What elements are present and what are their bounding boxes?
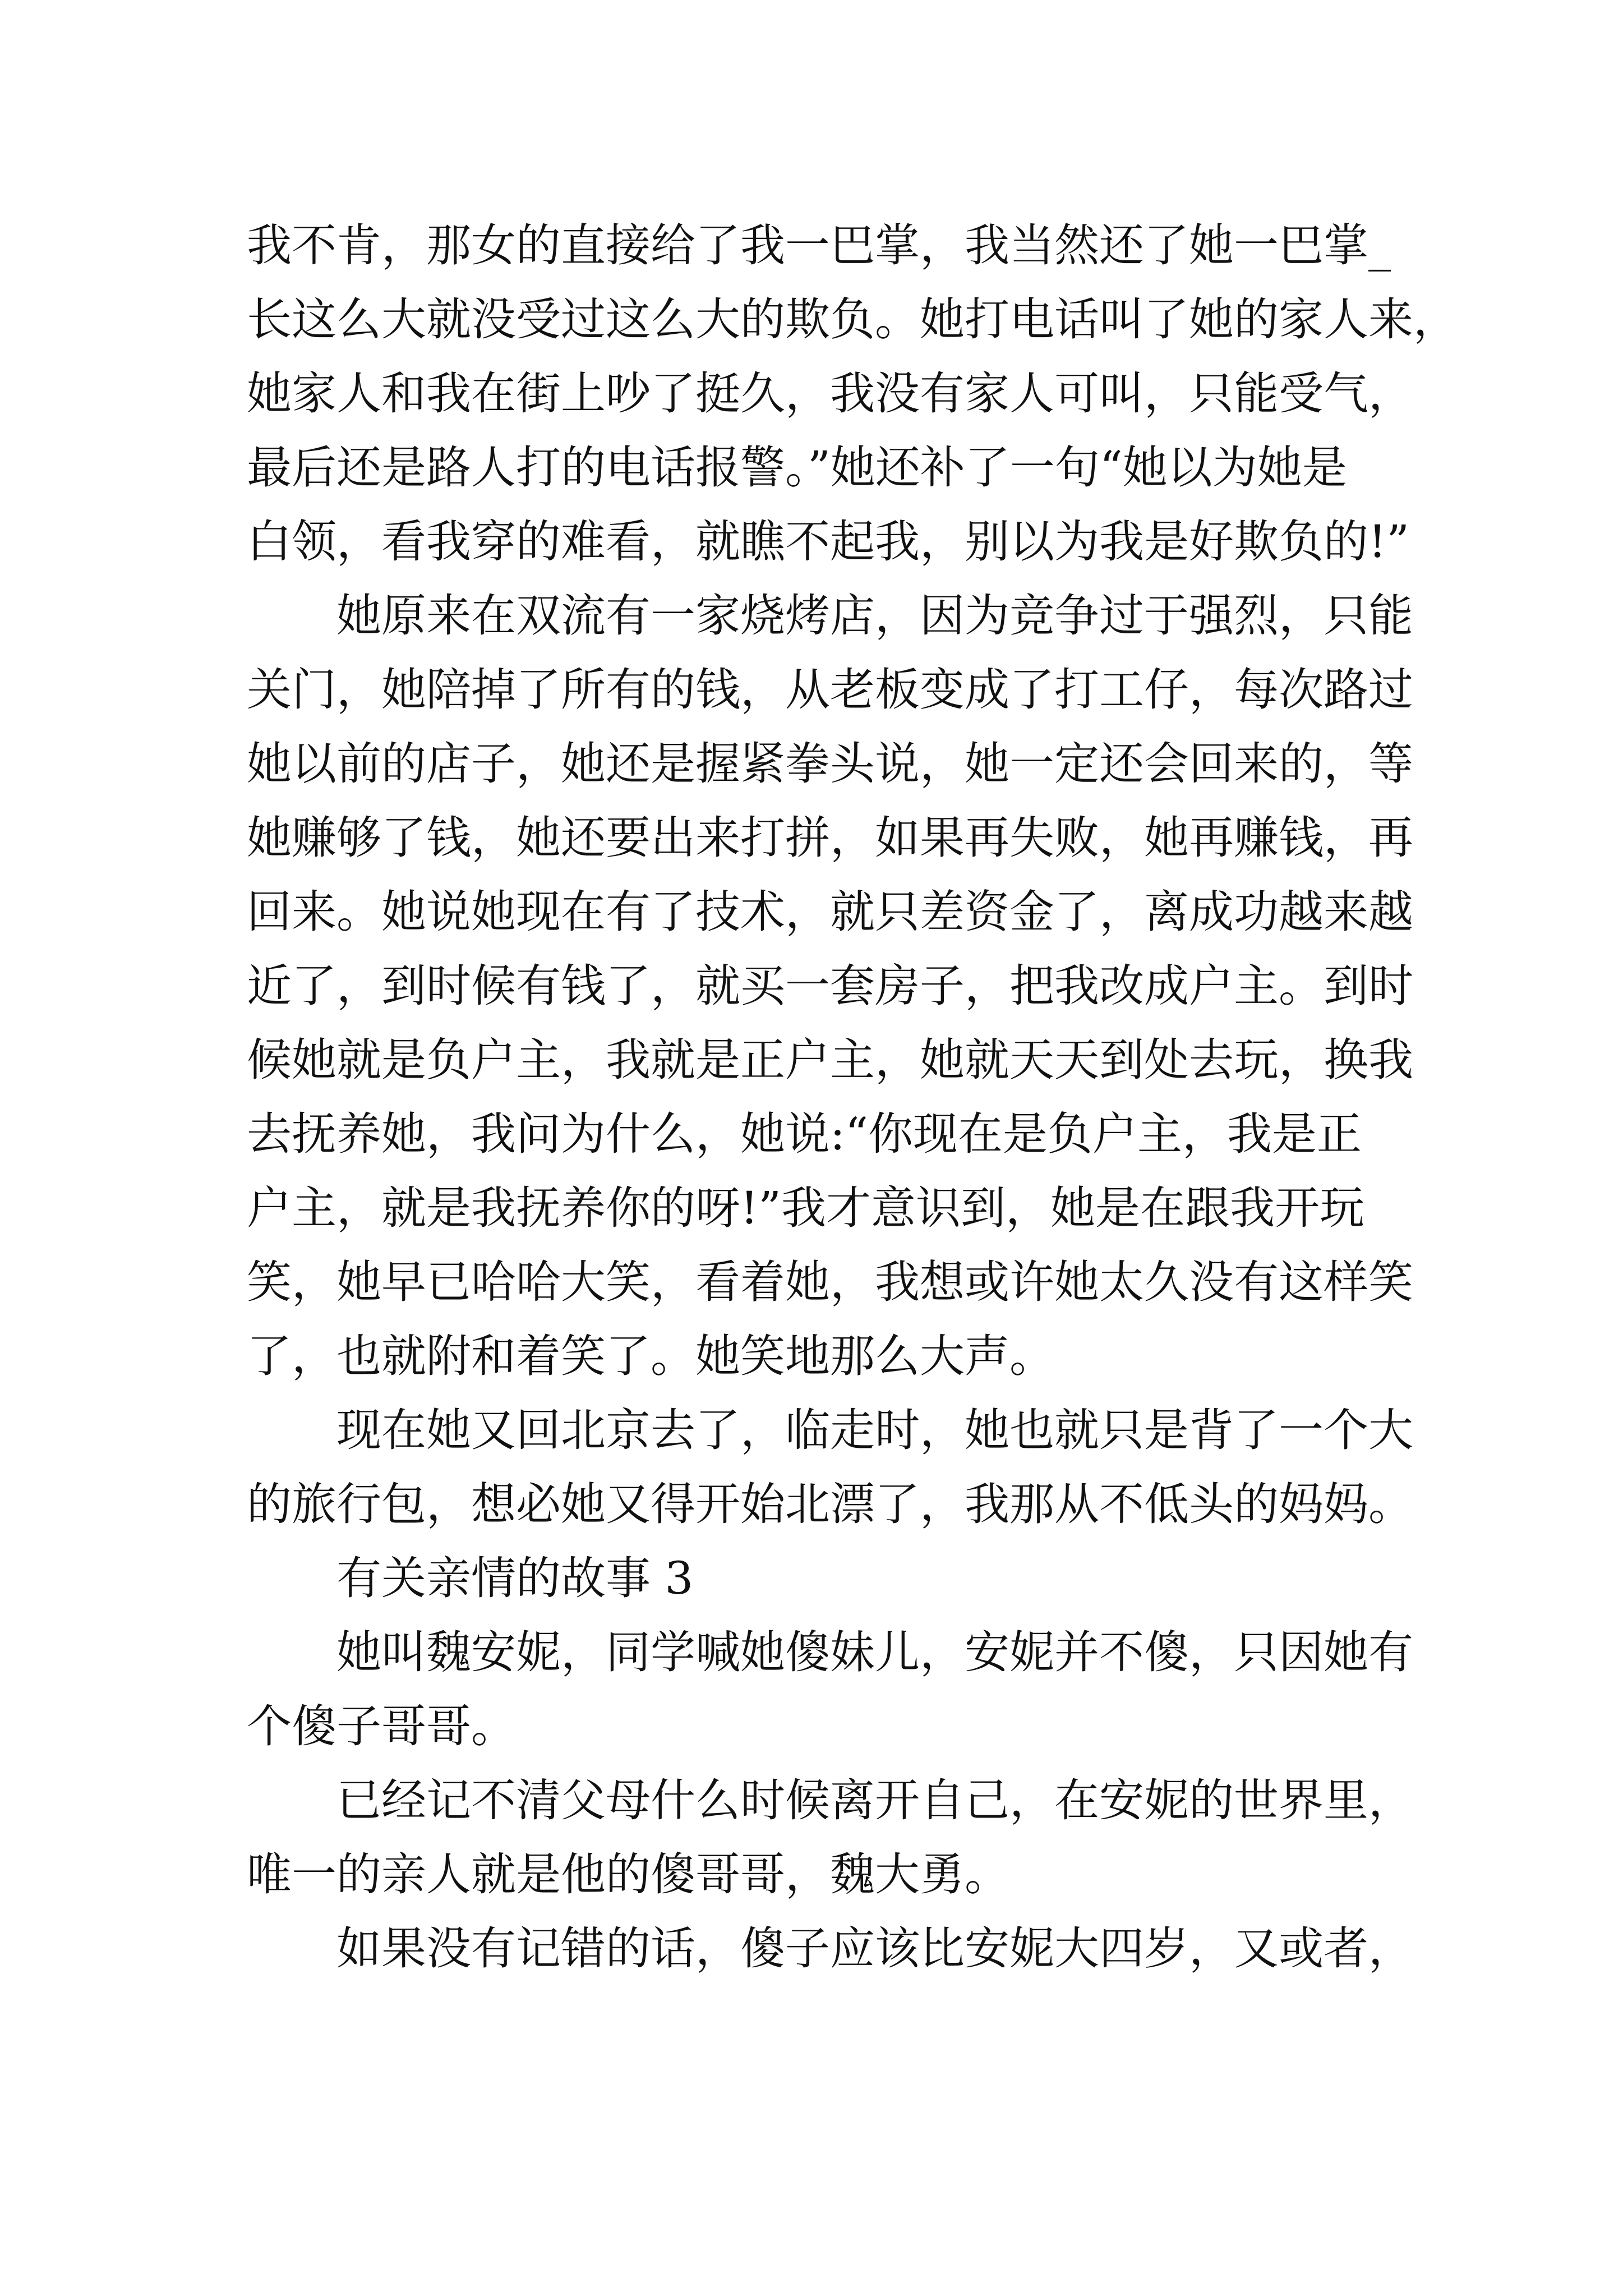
text-line: 她家人和我在街上吵了挺久，我没有家人可叫，只能受气， [247, 367, 1413, 420]
text-line: 候她就是负户主，我就是正户主，她就天天到处去玩，换我 [247, 1034, 1413, 1086]
text-line: 关门，她陪掉了所有的钱，从老板变成了打工仔，每次路过 [247, 664, 1413, 716]
text-line: 她叫魏安妮，同学喊她傻妹儿，安妮并不傻，只因她有 [336, 1626, 1413, 1678]
text-line: 白领，看我穿的难看，就瞧不起我，别以为我是好欺负的!” [247, 516, 1410, 568]
text-line: 现在她又回北京去了，临走时，她也就只是背了一个大 [336, 1404, 1413, 1456]
text-line: 她以前的店子，她还是握紧拳头说，她一定还会回来的，等 [247, 738, 1413, 790]
document-body [247, 209, 1458, 1986]
text-line: 我不肯，那女的直接给了我一巴掌，我当然还了她一巴掌_ [247, 219, 1391, 272]
text-line: 回来。她说她现在有了技术，就只差资金了，离成功越来越 [247, 886, 1413, 938]
text-line: 近了，到时候有钱了，就买一套房子，把我改成户主。到时 [247, 960, 1413, 1012]
text-line: 她原来在双流有一家烧烤店，因为竞争过于强烈，只能 [336, 590, 1413, 642]
text-line: 最后还是路人打的电话报警。”她还补了一句“她以为她是 [247, 441, 1347, 494]
text-line: 有关亲情的故事 3 [336, 1552, 694, 1604]
text-line: 去抚养她，我问为什么，她说:“你现在是负户主，我是正 [247, 1108, 1362, 1160]
text-line: 长这么大就没受过这么大的欺负。她打电话叫了她的家人来， [247, 293, 1458, 346]
text-line: 她赚够了钱，她还要出来打拼，如果再失败，她再赚钱，再 [247, 812, 1413, 864]
text-line: 唯一的亲人就是他的傻哥哥，魏大勇。 [247, 1848, 1009, 1901]
text-line: 已经记不清父母什么时候离开自己，在安妮的世界里， [336, 1774, 1413, 1826]
text-line: 户主，就是我抚养你的呀!”我才意识到，她是在跟我开玩 [247, 1182, 1365, 1234]
text-line: 个傻子哥哥。 [247, 1700, 516, 1752]
text-line: 的旅行包，想必她又得开始北漂了，我那从不低头的妈妈。 [247, 1478, 1413, 1530]
text-line: 如果没有记错的话，傻子应该比安妮大四岁，又或者， [336, 1922, 1413, 1975]
text-line: 了，也就附和着笑了。她笑地那么大声。 [247, 1330, 1054, 1382]
text-line: 笑，她早已哈哈大笑，看着她，我想或许她太久没有这样笑 [247, 1256, 1413, 1308]
